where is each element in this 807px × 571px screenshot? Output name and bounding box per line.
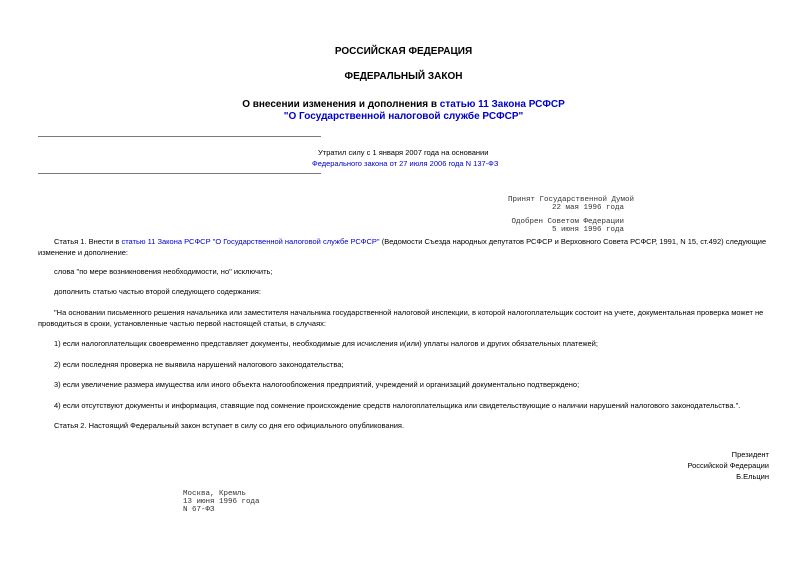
- law-title-article-link[interactable]: статью 11 Закона РСФСР: [439, 99, 565, 110]
- article-1-prefix: Статья 1. Внести в: [54, 237, 122, 246]
- quoted-paragraph-line1: "На основании письменного решения начальника или заместителя начальника государственной налоговой инспекции, в которой налогоплательщик состоит на учете, документальная проверка может не: [54, 308, 764, 317]
- status-bottom-rule: [38, 173, 321, 174]
- adopted-by-duma-date: 22 мая 1996 года: [551, 204, 624, 212]
- country-heading: РОССИЙСКАЯ ФЕДЕРАЦИЯ: [334, 46, 473, 57]
- status-repeal-law-link[interactable]: Федерального закона от 27 июля 2006 года N 137-ФЗ: [312, 159, 499, 168]
- signing-date: 13 июня 1996 года: [183, 498, 260, 506]
- article-1-continuation: изменение и дополнение:: [38, 248, 129, 257]
- status-repealed-text: Утратил силу с 1 января 2007 года на основании: [318, 148, 489, 157]
- approved-by-council: Одобрен Советом Федерации: [511, 218, 624, 226]
- signature-name: Б.Ельцин: [736, 472, 769, 481]
- signing-place: Москва, Кремль: [183, 490, 247, 498]
- paragraph-add-part: дополнить статью частью второй следующего содержания:: [54, 287, 261, 296]
- article-1-suffix: (Ведомости Съезда народных депутатов РСФСР и Верховного Совета РСФСР, 1991, N 15, ст.492) следующие: [379, 237, 767, 246]
- adopted-by-duma: Принят Государственной Думой: [508, 196, 635, 204]
- list-item-2: 2) если последняя проверка не выявила нарушений налогового законодательства;: [54, 360, 344, 369]
- article-2-paragraph: Статья 2. Настоящий Федеральный закон вступает в силу со дня его официального опубликования.: [54, 421, 405, 430]
- signature-title: Президент: [731, 450, 769, 459]
- signature-country: Российской Федерации: [687, 461, 769, 470]
- law-title-prefix: О внесении изменения и дополнения в: [242, 99, 440, 110]
- list-item-4: 4) если отсутствуют документы и информация, ставящие под сомнение происхождение средств налогоплательщика или свидетельствующие о наличии нарушений налогового законодательства.".: [54, 401, 741, 410]
- article-1-paragraph: [54, 236, 766, 247]
- list-item-1: 1) если налогоплательщик своевременно представляет документы, необходимые для исчисления и(или) уплаты налогов и других обязательных платежей;: [54, 339, 598, 348]
- law-type-heading: ФЕДЕРАЛЬНЫЙ ЗАКОН: [344, 71, 463, 82]
- list-item-3: 3) если увеличение размера имущества или иного объекта налогообложения предприятий, учреждений и организаций документально подтверждено;: [54, 380, 580, 389]
- article-1-law-link[interactable]: статью 11 Закона РСФСР "О Государственной налоговой службе РСФСР": [121, 237, 380, 246]
- status-top-rule: [38, 136, 321, 137]
- approved-by-council-date: 5 июня 1996 года: [551, 226, 624, 234]
- law-number: N 67-ФЗ: [183, 506, 215, 514]
- quoted-paragraph-line2: проводиться в сроки, установленные частью первой настоящей статьи, в случаях:: [38, 319, 326, 328]
- law-title-line1: [0, 99, 807, 110]
- paragraph-remove-words: слова "по мере возникновения необходимости, но" исключить;: [54, 267, 273, 276]
- law-title-line2[interactable]: "О Государственной налоговой службе РСФСР": [283, 111, 524, 122]
